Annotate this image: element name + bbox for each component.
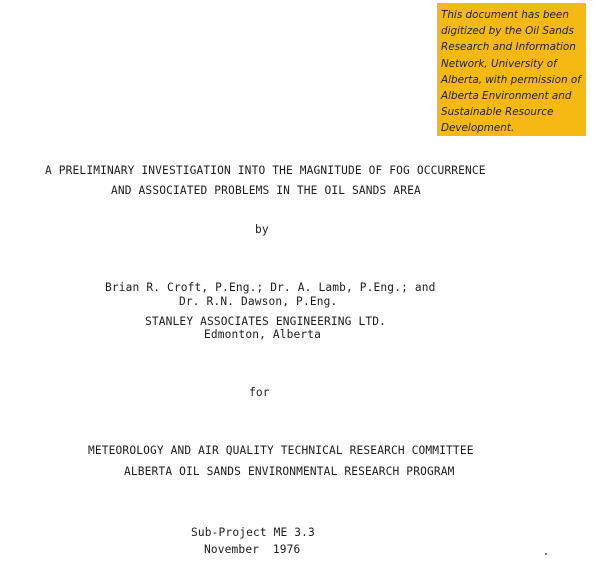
publication-date: November 1976 [204,543,301,556]
organization-name: STANLEY ASSOCIATES ENGINEERING LTD. [145,315,386,328]
committee-line-1: METEOROLOGY AND AIR QUALITY TECHNICAL RESEARCH COMMITTEE [88,444,474,457]
committee-line-2: ALBERTA OIL SANDS ENVIRONMENTAL RESEARCH PROGRAM [124,465,455,478]
sub-project-label: Sub-Project ME 3.3 [191,526,315,539]
digitization-notice: This document has been digitized by the Oil Sands Research and Information Network, University of Alberta, with permission of Alberta Environment and Sustainable Resource Development. [437,3,586,136]
organization-location: Edmonton, Alberta [204,328,322,341]
authors-line-1: Brian R. Croft, P.Eng.; Dr. A. Lamb, P.Eng.; and [105,281,436,294]
scan-speck [545,553,547,555]
authors-line-2: Dr. R.N. Dawson, P.Eng. [179,295,338,308]
title-line-1: A PRELIMINARY INVESTIGATION INTO THE MAGNITUDE OF FOG OCCURRENCE [45,164,486,177]
by-label: by [255,223,269,236]
title-line-2: AND ASSOCIATED PROBLEMS IN THE OIL SANDS AREA [111,184,421,197]
for-label: for [249,386,270,399]
